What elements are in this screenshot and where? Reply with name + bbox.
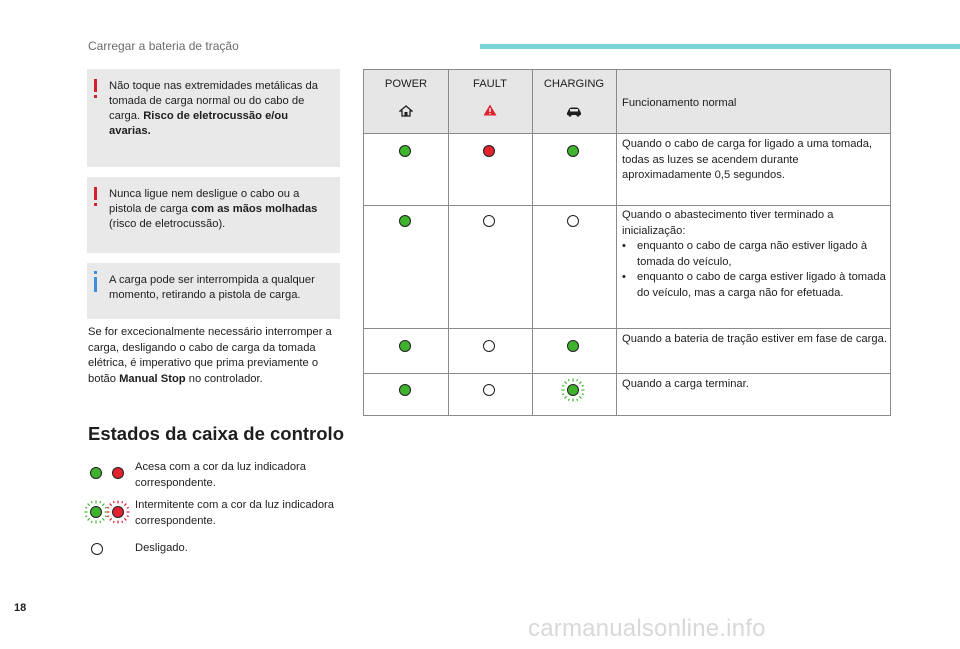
table-divider [364, 133, 890, 134]
warning-note-2 [87, 177, 340, 253]
column-header-power: POWER [384, 78, 428, 90]
row-1-description: Quando o cabo de carga for ligado a uma tomada, todas as luzes se acendem durante aproximadamente 0,5 segundos. [622, 138, 873, 181]
watermark: carmanualsonline.info [528, 615, 766, 642]
legend-blinking-text: Intermitente com a cor da luz indicadora correspondente. [135, 499, 334, 527]
fault-led-off [483, 215, 495, 227]
page-number: 18 [14, 602, 27, 614]
legend-green-led [90, 467, 102, 479]
note-bold-text: Risco de eletrocussão e/ou avarias. [109, 110, 289, 137]
warning-note-1 [87, 69, 340, 167]
warning-note-2-text [109, 187, 332, 232]
warning-exclamation-icon [94, 79, 98, 99]
charging-led-green [567, 340, 579, 352]
fault-led-off [483, 340, 495, 352]
header-accent-bar [480, 44, 960, 49]
warning-triangle-icon [483, 103, 497, 121]
table-divider [364, 328, 890, 329]
row-4-description: Quando a carga terminar. [622, 378, 749, 390]
charging-led-off [567, 215, 579, 227]
row-2-description [622, 208, 888, 301]
table-divider [532, 70, 533, 415]
paragraph-text-after: no controlador. [185, 372, 263, 385]
power-led-green [399, 384, 411, 396]
paragraph-text: Se for excecionalmente necessário interromper a carga, desligando o cabo de carga da tomada elétrica, é imperativo que prima previamente o botão [88, 326, 332, 385]
legend-red-led [112, 467, 124, 479]
row-2-bullet-list [622, 239, 888, 301]
fault-led-off [483, 384, 495, 396]
charging-led-green-blinking [561, 378, 585, 402]
table-divider [616, 70, 617, 415]
info-icon [94, 271, 98, 293]
section-title: Estados da caixa de controlo [88, 423, 344, 444]
table-divider [448, 70, 449, 415]
control-box-states-table [363, 69, 891, 416]
note-text: Não toque nas extremidades metálicas da tomada de carga normal ou do cabo de carga. [109, 80, 318, 122]
info-note [87, 263, 340, 319]
list-item: • enquanto o cabo de carga estiver ligado à tomada do veículo, mas a carga não for efetuada. [622, 270, 888, 301]
fault-led-red [483, 145, 495, 157]
warning-exclamation-icon [94, 187, 98, 207]
legend-on-text: Acesa com a cor da luz indicadora correspondente. [135, 461, 307, 489]
table-divider [364, 373, 890, 374]
car-icon [565, 104, 583, 122]
manual-stop-label: Manual Stop [119, 372, 186, 385]
page-header-title: Carregar a bateria de tração [88, 39, 239, 53]
power-led-green [399, 340, 411, 352]
note-text-after: (risco de eletrocussão). [109, 218, 226, 230]
row-2-description-text: Quando o abastecimento tiver terminado a inicialização: [622, 209, 834, 237]
header-description: Funcionamento normal [622, 97, 737, 109]
note-text: Nunca ligue nem desligue o cabo ou a pistola de carga [109, 188, 300, 215]
list-item: • enquanto o cabo de carga não estiver ligado à tomada do veículo, [622, 239, 888, 270]
info-note-text: A carga pode ser interrompida a qualquer momento, retirando a pistola de carga. [109, 274, 315, 301]
table-divider [364, 205, 890, 206]
legend-off-led [91, 543, 103, 555]
note-bold-text: com as mãos molhadas [191, 203, 318, 215]
row-3-description: Quando a bateria de tração estiver em fase de carga. [622, 333, 887, 345]
power-led-green [399, 215, 411, 227]
legend-green-blinking-led [84, 500, 108, 524]
legend-red-blinking-led [106, 500, 130, 524]
charging-led-green [567, 145, 579, 157]
manual-stop-paragraph [88, 325, 344, 387]
column-header-charging: CHARGING [543, 78, 605, 90]
house-icon [399, 104, 413, 122]
legend-off-text: Desligado. [135, 542, 188, 554]
warning-note-1-text [109, 79, 332, 139]
power-led-green [399, 145, 411, 157]
column-header-fault: FAULT [473, 78, 507, 90]
